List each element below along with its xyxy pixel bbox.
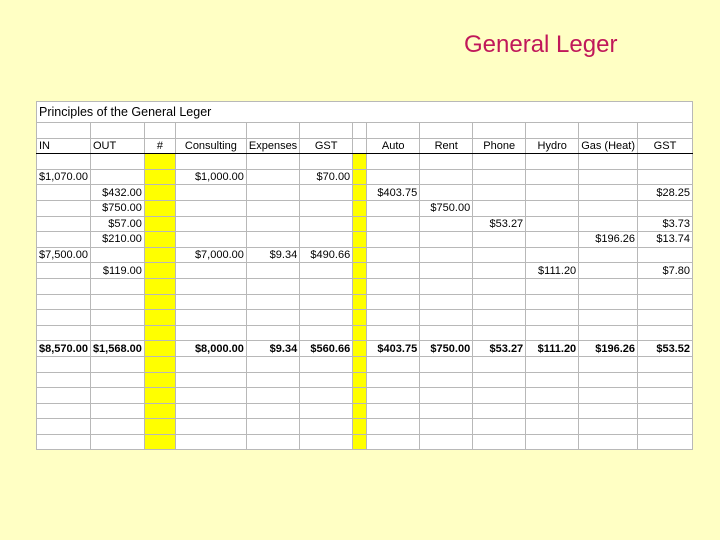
ledger-cell-expenses: $9.34 [246,341,299,357]
ledger-cell-expenses [246,372,299,388]
ledger-cell-rent [420,419,473,435]
ledger-cell-in: $1,070.00 [37,169,91,185]
ledger-cell-gst-expense: $53.52 [637,341,692,357]
ledger-cell-in [37,388,91,404]
ledger-cell-hydro: $111.20 [526,263,579,279]
ledger-cell-rent [420,169,473,185]
ledger-cell-rent [420,434,473,450]
ledger-cell-rent [420,185,473,201]
col-header-phone: Phone [473,138,526,154]
ledger-caption: Principles of the General Leger [37,102,693,123]
ledger-row [37,419,693,435]
ledger-cell-hydro [526,185,579,201]
empty-cell [473,154,526,170]
ledger-cell-number [144,200,175,216]
ledger-cell-number [144,278,175,294]
blank-row [37,123,693,139]
ledger-cell-rent [420,403,473,419]
ledger-cell-auto [367,216,420,232]
ledger-cell-out [90,388,144,404]
col-header-rent: Rent [420,138,473,154]
ledger-cell-gst-income [300,185,353,201]
ledger-cell-gas-heat [579,388,638,404]
ledger-cell-phone [473,372,526,388]
ledger-cell-expenses [246,216,299,232]
col-header-expenses: Expenses [246,138,299,154]
ledger-cell-spacer [353,247,367,263]
ledger-cell-gst-expense [637,403,692,419]
ledger-cell-expenses [246,403,299,419]
ledger-cell-number [144,434,175,450]
ledger-cell-auto [367,419,420,435]
ledger-cell-rent [420,388,473,404]
ledger-cell-hydro [526,372,579,388]
ledger-cell-expenses [246,169,299,185]
totals-row [37,341,693,357]
ledger-cell-rent [420,216,473,232]
ledger-cell-in [37,419,91,435]
empty-cell [473,123,526,139]
ledger-row [37,216,693,232]
ledger-cell-auto [367,294,420,310]
empty-cell [353,123,367,139]
ledger-cell-auto [367,403,420,419]
ledger-cell-hydro [526,232,579,248]
ledger-cell-number [144,341,175,357]
ledger-row [37,169,693,185]
ledger-cell-auto [367,247,420,263]
ledger-cell-auto [367,263,420,279]
ledger-cell-phone [473,200,526,216]
empty-cell [579,154,638,170]
ledger-cell-phone [473,185,526,201]
ledger-cell-out: $119.00 [90,263,144,279]
col-header-gas-heat: Gas (Heat) [579,138,638,154]
empty-cell [37,123,91,139]
ledger-cell-out: $750.00 [90,200,144,216]
ledger-cell-number [144,372,175,388]
ledger-cell-phone: $53.27 [473,216,526,232]
col-header-hydro: Hydro [526,138,579,154]
ledger-row [37,310,693,326]
ledger-cell-hydro [526,200,579,216]
ledger-cell-gas-heat [579,403,638,419]
ledger-cell-auto [367,232,420,248]
ledger-cell-rent [420,310,473,326]
ledger-row [37,185,693,201]
ledger-row [37,356,693,372]
ledger-row [37,403,693,419]
ledger-cell-gst-expense [637,419,692,435]
ledger-cell-expenses [246,388,299,404]
ledger-cell-gst-expense [637,388,692,404]
ledger-cell-hydro [526,325,579,341]
ledger-cell-gst-income [300,388,353,404]
ledger-cell-rent [420,263,473,279]
ledger-cell-consulting [175,216,246,232]
ledger-cell-phone [473,356,526,372]
ledger-cell-hydro [526,419,579,435]
ledger-cell-spacer [353,388,367,404]
ledger-cell-consulting: $8,000.00 [175,341,246,357]
ledger-cell-hydro [526,310,579,326]
slide-title: General Leger [464,31,618,58]
ledger-cell-expenses [246,434,299,450]
ledger-cell-spacer [353,185,367,201]
ledger-row [37,232,693,248]
ledger-cell-out: $210.00 [90,232,144,248]
ledger-cell-phone [473,247,526,263]
ledger-cell-phone [473,232,526,248]
ledger-cell-out [90,372,144,388]
ledger-cell-gas-heat [579,200,638,216]
ledger-cell-auto [367,278,420,294]
ledger-cell-in: $7,500.00 [37,247,91,263]
ledger-cell-gst-expense [637,200,692,216]
ledger-cell-phone [473,419,526,435]
ledger-cell-gst-income [300,356,353,372]
ledger-cell-gas-heat [579,434,638,450]
ledger-cell-in: $8,570.00 [37,341,91,357]
ledger-cell-expenses [246,278,299,294]
ledger-cell-spacer [353,200,367,216]
ledger-cell-gst-income: $70.00 [300,169,353,185]
ledger-cell-out: $1,568.00 [90,341,144,357]
ledger-cell-rent: $750.00 [420,200,473,216]
ledger-cell-gas-heat: $196.26 [579,232,638,248]
ledger-cell-phone [473,310,526,326]
ledger-cell-gst-expense [637,169,692,185]
ledger-cell-hydro [526,278,579,294]
ledger-cell-gas-heat [579,419,638,435]
ledger-cell-gst-income [300,216,353,232]
ledger-cell-auto [367,434,420,450]
col-header-number: # [144,138,175,154]
ledger-cell-gas-heat [579,294,638,310]
ledger-cell-hydro [526,294,579,310]
ledger-cell-in [37,310,91,326]
ledger-cell-spacer [353,169,367,185]
ledger-cell-number [144,263,175,279]
ledger-cell-out [90,419,144,435]
ledger-cell-gst-expense [637,294,692,310]
ledger-cell-gas-heat [579,247,638,263]
ledger-cell-spacer [353,434,367,450]
ledger-cell-auto [367,388,420,404]
ledger-cell-gst-expense: $3.73 [637,216,692,232]
ledger-cell-rent: $750.00 [420,341,473,357]
empty-cell [90,154,144,170]
ledger-cell-in [37,325,91,341]
ledger-cell-consulting [175,388,246,404]
ledger-cell-spacer [353,294,367,310]
ledger-cell-gst-income [300,310,353,326]
ledger-cell-spacer [353,419,367,435]
col-header-spacer [353,138,367,154]
ledger-row [37,247,693,263]
ledger-cell-gas-heat [579,169,638,185]
ledger-cell-out [90,356,144,372]
ledger-cell-expenses [246,232,299,248]
ledger-cell-gst-expense: $13.74 [637,232,692,248]
ledger-cell-consulting [175,232,246,248]
ledger-cell-gst-expense: $7.80 [637,263,692,279]
ledger-cell-number [144,419,175,435]
ledger-cell-gst-income [300,294,353,310]
ledger-cell-hydro [526,169,579,185]
ledger-cell-gas-heat [579,372,638,388]
empty-cell [367,123,420,139]
ledger-cell-number [144,247,175,263]
ledger-cell-in [37,278,91,294]
ledger-row [37,263,693,279]
ledger-cell-expenses [246,419,299,435]
ledger-row [37,200,693,216]
col-header-out: OUT [90,138,144,154]
ledger-cell-gst-income [300,278,353,294]
header-row [37,138,693,154]
ledger-cell-consulting [175,294,246,310]
ledger-cell-out [90,247,144,263]
ledger-cell-consulting [175,356,246,372]
ledger-cell-spacer [353,372,367,388]
ledger-cell-gst-expense [637,278,692,294]
ledger-cell-consulting [175,403,246,419]
ledger-cell-gst-income: $490.66 [300,247,353,263]
ledger-cell-out [90,310,144,326]
ledger-cell-phone [473,278,526,294]
ledger-cell-auto: $403.75 [367,341,420,357]
ledger-cell-rent [420,247,473,263]
ledger-cell-rent [420,325,473,341]
ledger-cell-hydro [526,247,579,263]
ledger-cell-out [90,278,144,294]
ledger-cell-gst-income [300,263,353,279]
ledger-cell-auto: $403.75 [367,185,420,201]
ledger-cell-auto [367,169,420,185]
empty-cell [144,123,175,139]
ledger-cell-gst-expense [637,310,692,326]
ledger-cell-auto [367,325,420,341]
ledger-cell-auto [367,372,420,388]
empty-cell [90,123,144,139]
ledger-cell-hydro [526,356,579,372]
ledger-cell-spacer [353,356,367,372]
ledger-cell-number [144,310,175,326]
ledger-cell-out [90,169,144,185]
ledger-cell-spacer [353,403,367,419]
ledger-cell-spacer [353,216,367,232]
empty-cell [579,123,638,139]
ledger-cell-gst-expense: $28.25 [637,185,692,201]
ledger-row [37,294,693,310]
ledger-row [37,434,693,450]
ledger-cell-hydro [526,216,579,232]
ledger-cell-expenses [246,294,299,310]
blank-row [37,154,693,170]
ledger-cell-gst-expense [637,372,692,388]
ledger-cell-gas-heat [579,216,638,232]
ledger-cell-rent [420,294,473,310]
ledger-cell-out [90,294,144,310]
ledger-cell-spacer [353,278,367,294]
ledger-cell-consulting [175,200,246,216]
ledger-cell-gst-income [300,403,353,419]
ledger-cell-gst-expense [637,356,692,372]
ledger-cell-expenses [246,185,299,201]
empty-cell [175,154,246,170]
col-header-auto: Auto [367,138,420,154]
ledger-cell-gst-income [300,232,353,248]
empty-cell [300,123,353,139]
ledger-cell-out [90,434,144,450]
ledger-cell-gst-income [300,325,353,341]
col-header-consulting: Consulting [175,138,246,154]
ledger-cell-number [144,216,175,232]
empty-cell [175,123,246,139]
ledger-cell-expenses [246,263,299,279]
ledger-cell-gas-heat: $196.26 [579,341,638,357]
ledger-cell-consulting [175,263,246,279]
ledger-row [37,278,693,294]
empty-cell [246,123,299,139]
ledger-cell-consulting [175,372,246,388]
ledger-cell-hydro [526,403,579,419]
ledger-cell-gas-heat [579,310,638,326]
ledger-cell-gst-income [300,200,353,216]
empty-cell [637,154,692,170]
ledger-cell-consulting: $1,000.00 [175,169,246,185]
ledger-cell-in [37,403,91,419]
empty-cell [526,154,579,170]
ledger-cell-phone [473,434,526,450]
empty-cell [637,123,692,139]
ledger-cell-in [37,200,91,216]
ledger-cell-gst-expense [637,325,692,341]
ledger-cell-gst-expense [637,247,692,263]
ledger-cell-out [90,403,144,419]
ledger-cell-out: $432.00 [90,185,144,201]
empty-cell [144,154,175,170]
ledger-cell-number [144,232,175,248]
ledger-cell-auto [367,356,420,372]
empty-cell [420,123,473,139]
ledger-cell-expenses [246,200,299,216]
ledger-cell-gst-income: $560.66 [300,341,353,357]
ledger-cell-rent [420,372,473,388]
ledger-cell-hydro: $111.20 [526,341,579,357]
ledger-cell-in [37,372,91,388]
ledger-cell-consulting [175,419,246,435]
ledger-cell-consulting [175,310,246,326]
ledger-cell-consulting: $7,000.00 [175,247,246,263]
ledger-cell-gst-income [300,434,353,450]
ledger-cell-number [144,356,175,372]
empty-cell [367,154,420,170]
ledger-cell-consulting [175,434,246,450]
ledger-cell-gas-heat [579,263,638,279]
ledger-cell-auto [367,200,420,216]
ledger-cell-out [90,325,144,341]
ledger-cell-number [144,185,175,201]
ledger-cell-in [37,263,91,279]
ledger-cell-in [37,216,91,232]
ledger-cell-expenses [246,310,299,326]
ledger-cell-gst-income [300,419,353,435]
empty-cell [300,154,353,170]
ledger-cell-number [144,388,175,404]
col-header-in: IN [37,138,91,154]
ledger-cell-in [37,434,91,450]
ledger-cell-hydro [526,434,579,450]
ledger-cell-gas-heat [579,185,638,201]
general-ledger-table [36,101,693,450]
ledger-cell-phone [473,169,526,185]
ledger-cell-in [37,294,91,310]
empty-cell [37,154,91,170]
ledger-cell-spacer [353,325,367,341]
ledger-cell-gas-heat [579,325,638,341]
ledger-cell-consulting [175,278,246,294]
ledger-cell-number [144,169,175,185]
ledger-cell-rent [420,232,473,248]
ledger-cell-expenses [246,356,299,372]
ledger-cell-in [37,356,91,372]
ledger-cell-in [37,185,91,201]
ledger-cell-number [144,403,175,419]
col-header-gst-income: GST [300,138,353,154]
ledger-cell-phone [473,403,526,419]
caption-row [37,102,693,123]
ledger-cell-gas-heat [579,278,638,294]
col-header-gst-expense: GST [637,138,692,154]
empty-cell [420,154,473,170]
ledger-cell-number [144,325,175,341]
ledger-cell-phone [473,388,526,404]
ledger-cell-phone [473,294,526,310]
ledger-cell-consulting [175,185,246,201]
ledger-cell-auto [367,310,420,326]
ledger-cell-consulting [175,325,246,341]
ledger-cell-spacer [353,263,367,279]
ledger-cell-hydro [526,388,579,404]
ledger-cell-gst-income [300,372,353,388]
ledger-cell-gst-expense [637,434,692,450]
ledger-cell-phone [473,325,526,341]
ledger-cell-rent [420,278,473,294]
empty-cell [246,154,299,170]
ledger-cell-gas-heat [579,356,638,372]
ledger-cell-expenses: $9.34 [246,247,299,263]
empty-cell [526,123,579,139]
ledger-cell-spacer [353,341,367,357]
ledger-cell-number [144,294,175,310]
ledger-cell-expenses [246,325,299,341]
ledger-cell-spacer [353,232,367,248]
ledger-cell-out: $57.00 [90,216,144,232]
ledger-row [37,325,693,341]
ledger-cell-phone [473,263,526,279]
ledger-cell-phone: $53.27 [473,341,526,357]
empty-cell [353,154,367,170]
ledger-cell-rent [420,356,473,372]
ledger-cell-spacer [353,310,367,326]
ledger-row [37,388,693,404]
ledger-cell-in [37,232,91,248]
ledger-row [37,372,693,388]
